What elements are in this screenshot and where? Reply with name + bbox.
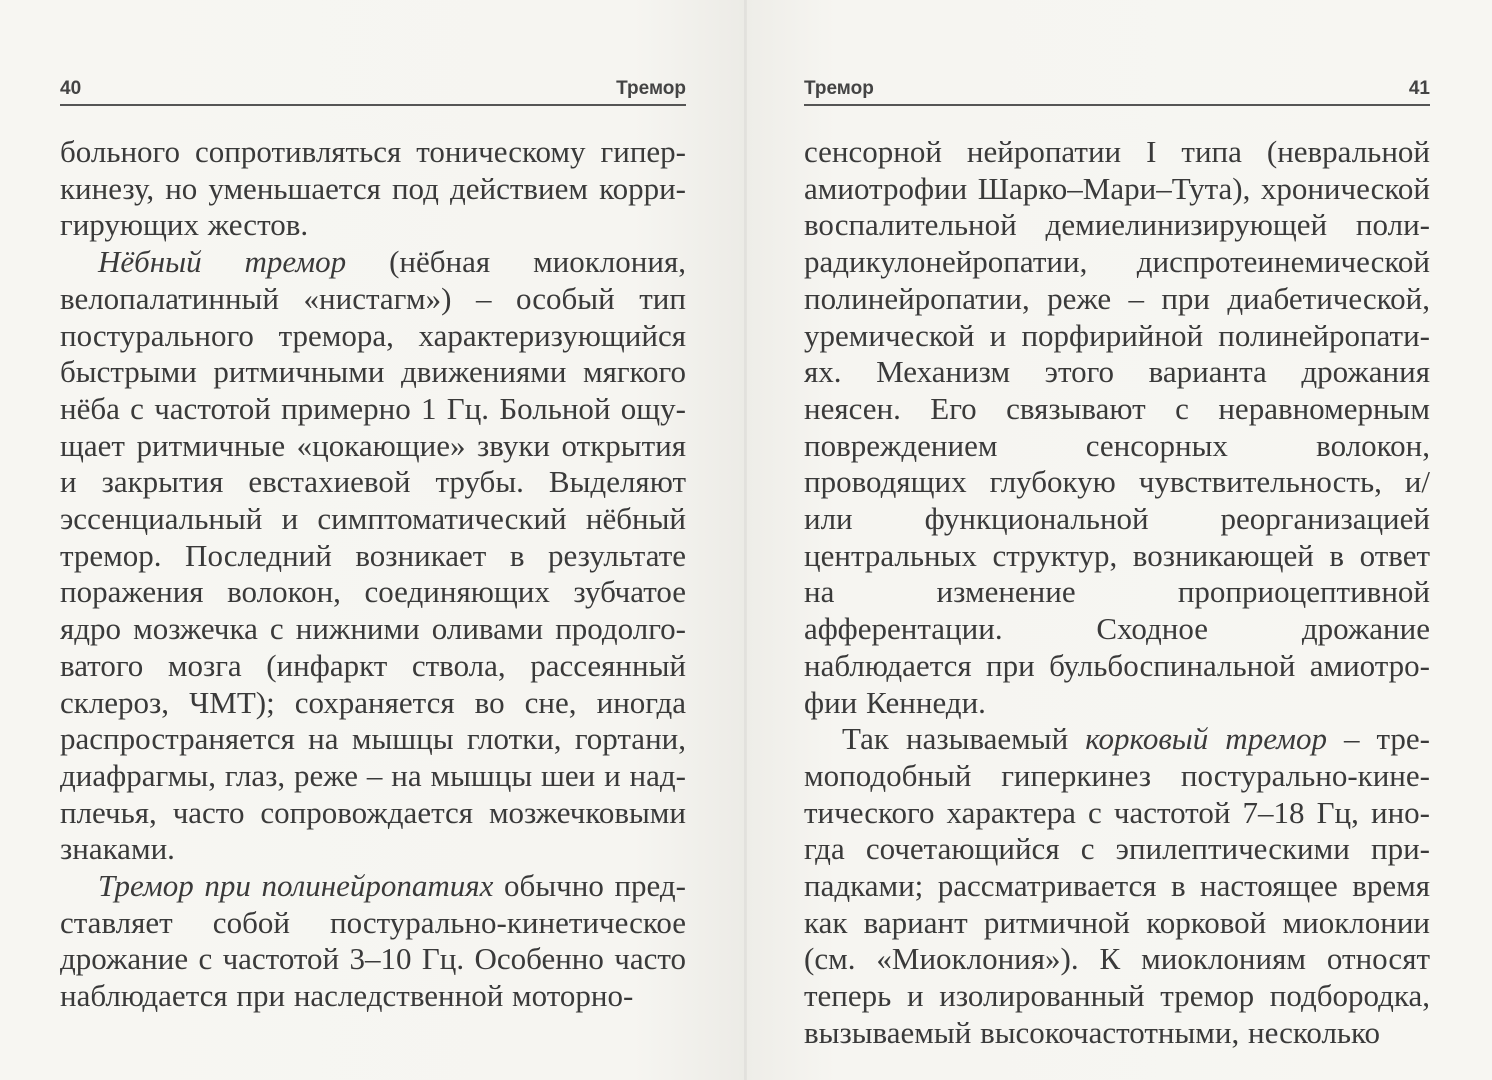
book-gutter — [744, 0, 747, 1080]
body-text-right — [804, 134, 1430, 1052]
paragraph: больного сопротивляться тоническому гиперкинезу, но уменьшается под действием корригирующих жестов. — [60, 134, 686, 243]
paragraph: сенсорной нейропатии I типа (невральной амиотрофии Шарко–Мари–Тута), хронической воспалительной демиелинизирующей полирадикулонейропатии, диспротеинемической полинейропатии, реже – при диабетической, уремической и порфирийной полинейропатиях. Механизм этого варианта дрожания неясен. Его связывают с неравномерным повреждением сенсорных волокон, проводящих глубокую чувствительность, и/или функциональной реорганизацией центральных структур, возникающей в ответ на изменение проприоцептивной афферентации. Сходное дрожание наблюдается при бульбоспинальной амиотрофии Кеннеди. — [804, 134, 1430, 720]
italic-term: корковый тремор — [1085, 721, 1327, 757]
italic-term: Нёбный тремор — [98, 244, 347, 280]
paragraph — [60, 868, 686, 1015]
page-number: 41 — [1408, 78, 1430, 99]
paragraph — [60, 244, 686, 868]
paragraph — [804, 721, 1430, 1051]
running-head-left — [60, 78, 686, 106]
body-text-left — [60, 134, 686, 1015]
right-page — [746, 0, 1492, 1080]
running-head-right — [804, 78, 1430, 106]
running-title: Тремор — [616, 78, 686, 99]
paragraph-text: – тремоподобный гиперкинез постурально-кинетического характера с частотой 7–18 Гц, иногда сочетающийся с эпилептическими припадками; рассматривается в настоящее время как вариант ритмичной корковой миоклонии (см. «Миоклония»). К миоклониям относят теперь и изолированный тремор подбородка, вызываемый высокочастотными, несколько — [804, 721, 1430, 1050]
running-title: Тремор — [804, 78, 874, 99]
paragraph-text: обычно представляет собой постурально-кинетическое дрожание с частотой 3–10 Гц. Особенно часто наблюдается при наследственной моторно- — [60, 868, 686, 1014]
paragraph-lead: Так называемый — [842, 721, 1086, 757]
italic-term: Тремор при полинейропатиях — [98, 868, 494, 904]
paragraph-text: (нёбная миоклония, велопалатинный «нистагм») – особый тип постурального тремора, характеризующийся быстрыми ритмичными движениями мягкого нёба с частотой примерно 1 Гц. Больной ощущает ритмичные «цокающие» звуки открытия и закрытия евстахиевой трубы. Выделяют эссенциальный и симптоматический нёбный тремор. Последний возникает в результате поражения волокон, соединяющих зубчатое ядро мозжечка с нижними оливами продолговатого мозга (инфаркт ствола, рассеянный склероз, ЧМТ); сохраняется во сне, иногда распространяется на мышцы глотки, гортани, диафрагмы, глаз, реже – на мышцы шеи и надплечья, часто сопровождается мозжечковыми знаками. — [60, 244, 686, 867]
page-number: 40 — [60, 78, 82, 99]
